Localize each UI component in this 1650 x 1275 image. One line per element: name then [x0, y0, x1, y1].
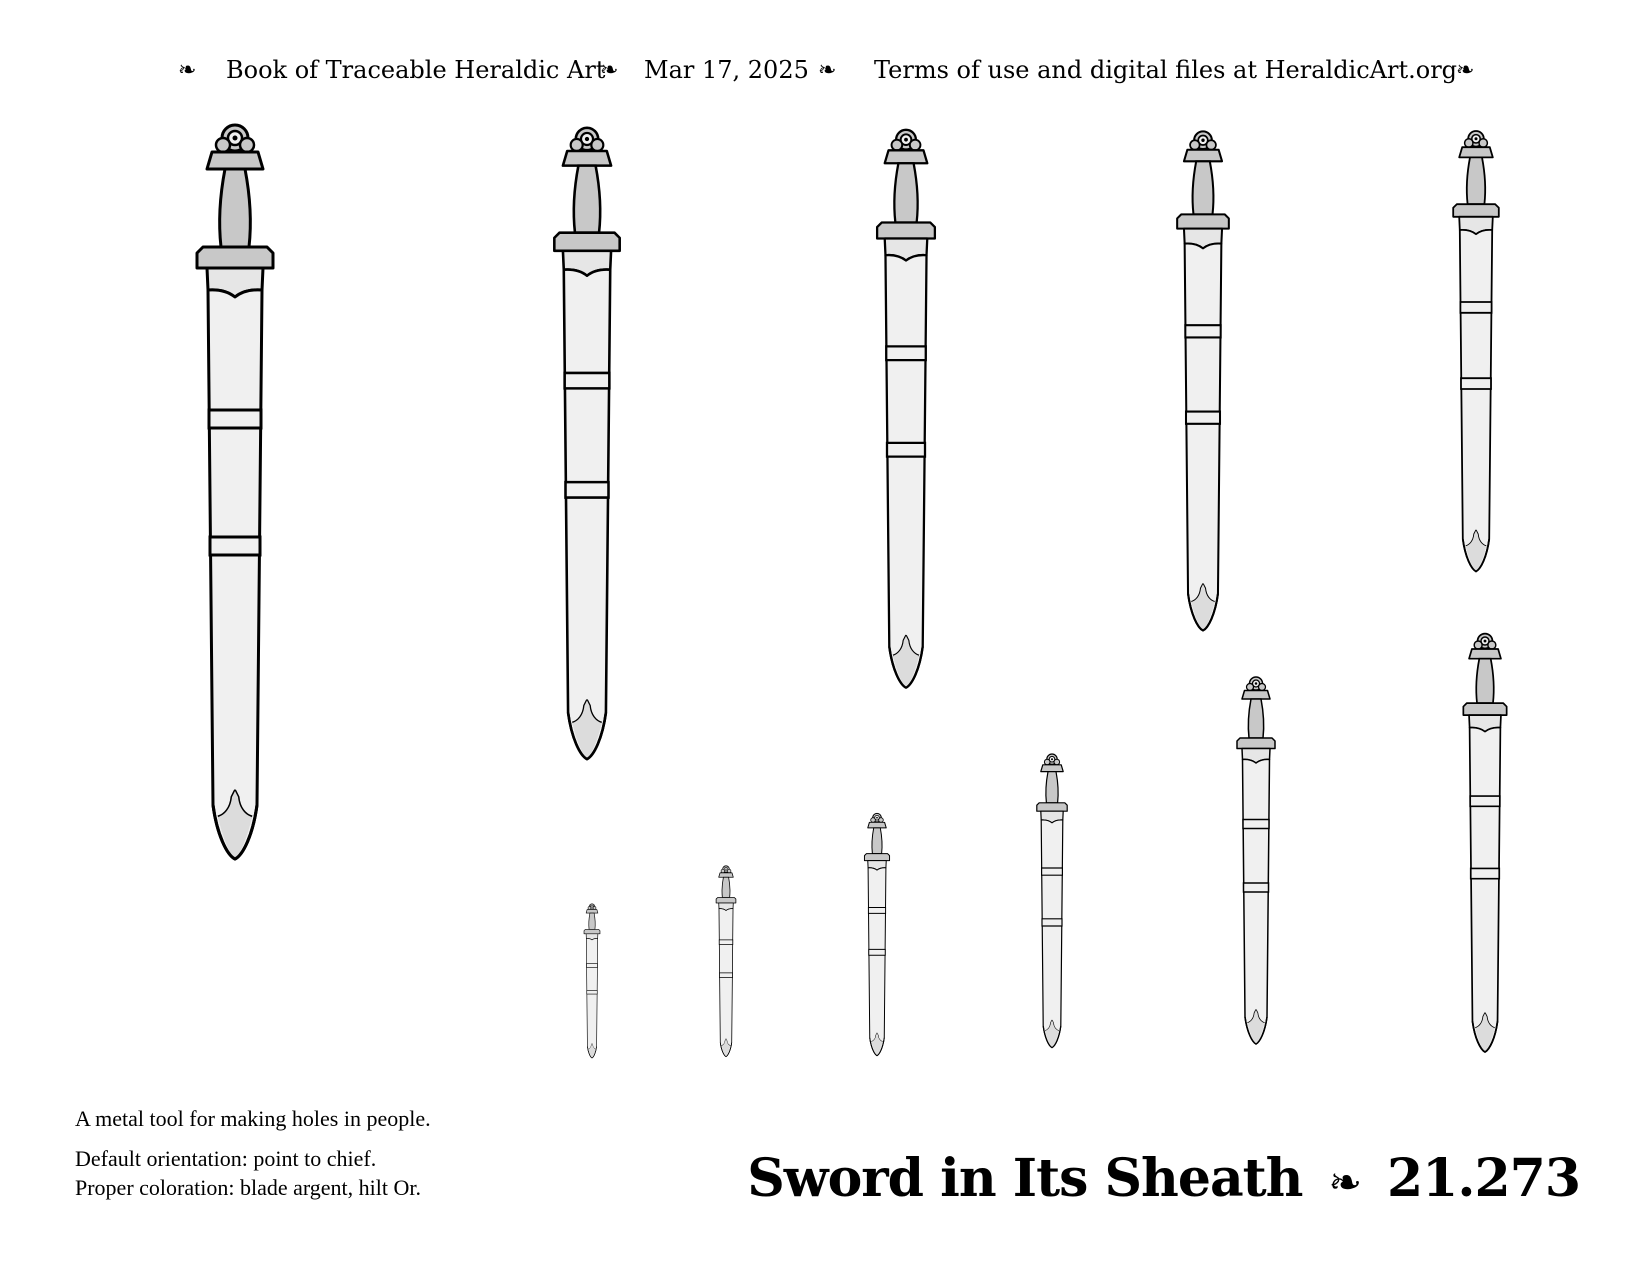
sword-size-11 [1463, 634, 1506, 1052]
sword-size-3 [877, 130, 935, 688]
sword-size-5 [1453, 131, 1499, 571]
sword-size-10 [1237, 677, 1275, 1044]
header-fleuron: ❧ [818, 58, 837, 83]
header-fleuron: ❧ [600, 58, 619, 83]
description-line: A metal tool for making holes in people. [75, 1106, 431, 1131]
header-fleuron: ❧ [178, 58, 197, 83]
header-fleuron: ❧ [1456, 58, 1475, 83]
plate-number: 21.273 [1386, 1148, 1580, 1209]
sword-size-1 [197, 125, 273, 859]
sword-size-4 [1177, 131, 1229, 630]
sword-size-2 [554, 128, 619, 759]
title-fleuron: ❧ [1328, 1160, 1361, 1206]
sword-size-6 [584, 904, 600, 1058]
description [75, 1104, 431, 1202]
sword-size-8 [864, 813, 889, 1055]
plate-title [747, 1148, 1580, 1209]
book-title: Book of Traceable Heraldic Art [226, 56, 606, 84]
coloration-line: Proper coloration: blade argent, hilt Or. [75, 1175, 422, 1200]
orientation-line: Default orientation: point to chief. [75, 1146, 377, 1171]
header-date: Mar 17, 2025 [644, 56, 809, 84]
charge-name: Sword in Its Sheath [747, 1148, 1303, 1209]
terms-link: Terms of use and digital files at HeraldicArt.org [874, 56, 1458, 84]
sword-size-7 [716, 866, 736, 1057]
sword-size-9 [1037, 754, 1067, 1048]
